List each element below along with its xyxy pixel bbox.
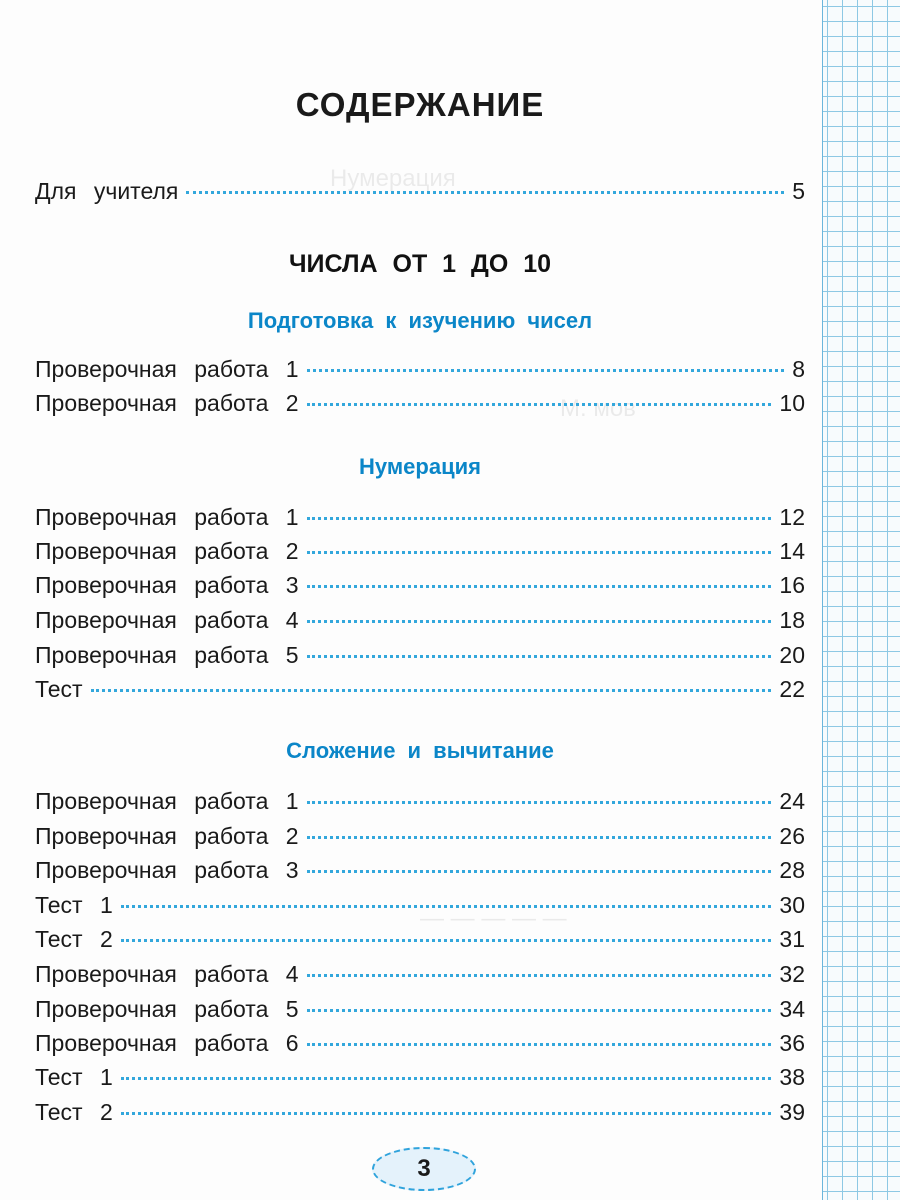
major-heading: ЧИСЛА ОТ 1 ДО 10: [288, 250, 552, 278]
toc-entry[interactable]: [35, 788, 805, 818]
dot-leader: [307, 620, 772, 623]
toc-entry[interactable]: [35, 996, 805, 1026]
toc-entry-label: Проверочная работа 1: [35, 356, 299, 382]
show-through-artifact: М. мов: [560, 395, 636, 422]
toc-entry[interactable]: [35, 676, 805, 706]
toc-entry-page: 38: [779, 1064, 805, 1090]
toc-entry-label: Проверочная работа 6: [35, 1030, 299, 1056]
section-heading: Сложение и вычитание: [286, 738, 554, 763]
toc-entry[interactable]: [35, 607, 805, 637]
toc-entry-label: Проверочная работа 3: [35, 572, 299, 598]
toc-entry-page: 28: [779, 857, 805, 883]
show-through-artifact: — — — — —: [420, 905, 567, 932]
toc-entry-label: Проверочная работа 5: [35, 996, 299, 1022]
toc-entry-page: 10: [779, 390, 805, 416]
dot-leader: [307, 655, 772, 658]
toc-entry-label: Тест 1: [35, 1064, 113, 1090]
dot-leader: [121, 905, 772, 908]
dot-leader: [121, 1077, 772, 1080]
toc-entry[interactable]: [35, 926, 805, 956]
toc-entry-label: Проверочная работа 4: [35, 961, 299, 987]
toc-entry-page: 24: [779, 788, 805, 814]
page-title: СОДЕРЖАНИЕ: [295, 86, 545, 123]
toc-entry[interactable]: [35, 1064, 805, 1094]
toc-entry-label: Проверочная работа 5: [35, 642, 299, 668]
toc-entry-label: Проверочная работа 4: [35, 607, 299, 633]
dot-leader: [307, 403, 772, 406]
toc-entry[interactable]: [35, 1030, 805, 1060]
toc-entry-page: 34: [779, 996, 805, 1022]
margin-grid: [822, 0, 900, 1200]
dot-leader: [307, 517, 772, 520]
show-through-artifact: Нумерация: [330, 165, 456, 192]
toc-entry-teacher[interactable]: [35, 178, 805, 208]
toc-entry[interactable]: [35, 1099, 805, 1129]
dot-leader: [307, 1009, 772, 1012]
toc-entry-page: 16: [779, 572, 805, 598]
toc-entry-label: Проверочная работа 2: [35, 823, 299, 849]
toc-entry-label: Проверочная работа 1: [35, 788, 299, 814]
toc-entry[interactable]: [35, 356, 805, 386]
toc-entry-label: Проверочная работа 1: [35, 504, 299, 530]
dot-leader: [121, 939, 772, 942]
toc-entry-label: Проверочная работа 3: [35, 857, 299, 883]
toc-entry[interactable]: [35, 857, 805, 887]
dot-leader: [307, 870, 772, 873]
dot-leader: [307, 801, 772, 804]
dot-leader: [186, 191, 784, 194]
toc-entry[interactable]: [35, 892, 805, 922]
page-number: 3: [417, 1155, 431, 1182]
toc-entry[interactable]: [35, 504, 805, 534]
dot-leader: [307, 974, 772, 977]
dot-leader: [91, 689, 772, 692]
page-number-badge: [372, 1147, 476, 1191]
toc-entry-label: Проверочная работа 2: [35, 538, 299, 564]
toc-entry-label: Тест: [35, 676, 83, 702]
toc-entry-page: 32: [779, 961, 805, 987]
toc-entry[interactable]: [35, 823, 805, 853]
toc-entry-page: 39: [779, 1099, 805, 1125]
toc-entry[interactable]: [35, 390, 805, 420]
toc-entry-page: 31: [779, 926, 805, 952]
toc-entry[interactable]: [35, 961, 805, 991]
toc-entry-page: 30: [779, 892, 805, 918]
toc-entry-page: 14: [779, 538, 805, 564]
toc-entry-page: 20: [779, 642, 805, 668]
toc-entry-label: Тест 2: [35, 1099, 113, 1125]
section-heading: Подготовка к изучению чисел: [247, 308, 593, 333]
toc-entry[interactable]: [35, 572, 805, 602]
dot-leader: [307, 551, 772, 554]
toc-entry-page: 5: [792, 178, 805, 204]
toc-entry[interactable]: [35, 642, 805, 672]
dot-leader: [121, 1112, 772, 1115]
toc-entry-label: Тест 1: [35, 892, 113, 918]
dot-leader: [307, 836, 772, 839]
dot-leader: [307, 369, 785, 372]
section-heading: Нумерация: [359, 454, 481, 479]
dot-leader: [307, 585, 772, 588]
toc-entry-label: Тест 2: [35, 926, 113, 952]
toc-entry-page: 36: [779, 1030, 805, 1056]
toc-entry-page: 8: [792, 356, 805, 382]
toc-entry-label: Проверочная работа 2: [35, 390, 299, 416]
toc-entry[interactable]: [35, 538, 805, 568]
toc-entry-page: 26: [779, 823, 805, 849]
toc-entry-label: Для учителя: [35, 178, 179, 204]
dot-leader: [307, 1043, 772, 1046]
toc-entry-page: 18: [779, 607, 805, 633]
toc-entry-page: 22: [779, 676, 805, 702]
toc-entry-page: 12: [779, 504, 805, 530]
